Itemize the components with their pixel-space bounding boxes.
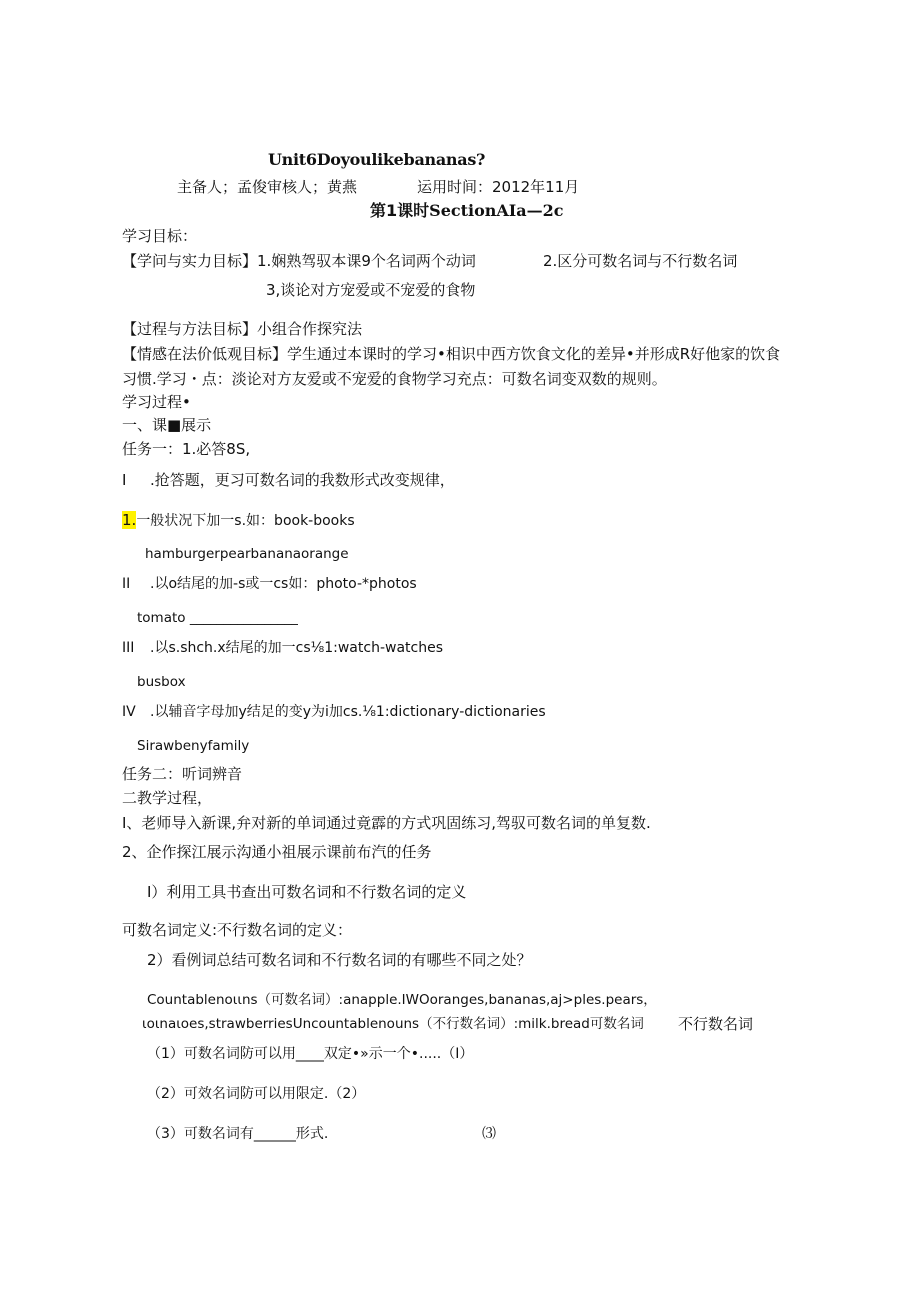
rule-2 — [122, 575, 417, 593]
rule-4-text: .以辅音字母加y结足的变y为i加cs.⅛1:dictionary-dictionaries — [150, 704, 546, 720]
question-1: （1）可数名词防可以用____双定•»示一个•.....（I） — [147, 1046, 474, 1062]
question-3: （3）可数名词有______形式. — [147, 1126, 329, 1142]
date-line: 运用时间：2012年11月 — [417, 178, 580, 196]
emotion-objective: 【情感在法价低观目标】学生通过本课时的学习•相识中西方饮食文化的差异•并形成R好他家的饮食 — [122, 345, 781, 363]
rule-1 — [122, 511, 355, 530]
rule-2-text: .以o结尾的加-s或一cs如：photo-*photos — [150, 576, 417, 592]
question-3-marker: ⑶ — [482, 1126, 496, 1142]
process-heading: 学习过程• — [122, 393, 191, 411]
rule-4-example: Sirawbenyfamily — [137, 738, 250, 754]
knowledge-item-2: 2.区分可数名词与不行数名词 — [543, 252, 738, 270]
sub-task-2: 2）看例词总结可数名词和不行数名词的有哪些不同之处？ — [147, 951, 532, 969]
rule-1-text: 一般状况下加一s.如：book-books — [136, 513, 355, 529]
rule-1-number: 1. — [122, 511, 137, 529]
knowledge-item-3: 3,谈论对方宠爱或不宠爱的食物 — [266, 281, 476, 299]
preparer-line: 主备人；孟俊审核人；黄燕 — [177, 178, 358, 196]
rule-3-example: busbox — [137, 674, 186, 690]
sub-task-1: I）利用工具书查出可数名词和不行数名词的定义 — [147, 883, 467, 901]
definition-line: 可数名词定义:不行数名词的定义： — [122, 921, 353, 939]
rule-3-number: III — [122, 640, 135, 656]
rule-4 — [122, 703, 546, 721]
uncountable-column-label: 不行数名词 — [678, 1015, 754, 1033]
knowledge-label: 【学问与实力目标】 — [122, 252, 258, 270]
objectives-heading: 学习目标： — [122, 227, 198, 245]
rule-1-example: hamburgerpearbananaorange — [145, 546, 349, 562]
rule-4-number: IV — [122, 704, 136, 720]
question-2: （2）可效名词防可以用限定.（2） — [147, 1086, 366, 1102]
uncountable-examples: ιoιnaιoes,strawberriesUncountablenouns（不行数名词）:milk.bread可数名词 — [142, 1016, 644, 1032]
knowledge-objectives — [122, 252, 476, 270]
key-points: 习惯.学习・点：淡论对方友爱或不宠爱的食物学习充点：可数名词变双数的规则。 — [122, 370, 667, 388]
rule-2-number: II — [122, 576, 131, 592]
task-two: 任务二：听词辨音 — [122, 765, 243, 783]
knowledge-item-1: 1.娴熟驾驭本课9个名词两个动词 — [257, 252, 476, 270]
part-one-heading: 一、课■展示 — [122, 416, 212, 434]
countable-examples: Countablenoιιns（可数名词）:anapple.IWOoranges,bananas,aj>ples.pears， — [147, 992, 657, 1008]
rule-intro — [122, 471, 455, 489]
lesson-number: 第1课时 — [370, 201, 430, 220]
lesson-section: SectionAIa—2c — [429, 201, 564, 220]
document-title: Unit6Doyoulikebananas? — [268, 150, 486, 169]
rule-3 — [122, 639, 443, 657]
rule-intro-text: .抢答题，更习可数名词的我数形式改变规律， — [150, 471, 455, 489]
task-one: 任务一：1.必答8S, — [122, 440, 251, 458]
rule-2-example: tomato ________________ — [137, 610, 298, 626]
lesson-heading — [370, 202, 564, 220]
teaching-step-2: 2、企作探江展示沟通小祖展示课前布汽的任务 — [122, 843, 432, 861]
process-objective: 【过程与方法目标】小组合作探究法 — [122, 320, 363, 338]
rule-3-text: .以s.shch.x结尾的加一cs⅛1:watch-watches — [150, 640, 443, 656]
rule-intro-number: I — [122, 471, 127, 489]
teaching-step-1: I、老师导入新课,弁对新的单词通过竟霹的方式巩固练习,驾驭可数名词的单复数. — [122, 814, 651, 832]
part-two-heading: 二教学过程， — [122, 789, 213, 807]
